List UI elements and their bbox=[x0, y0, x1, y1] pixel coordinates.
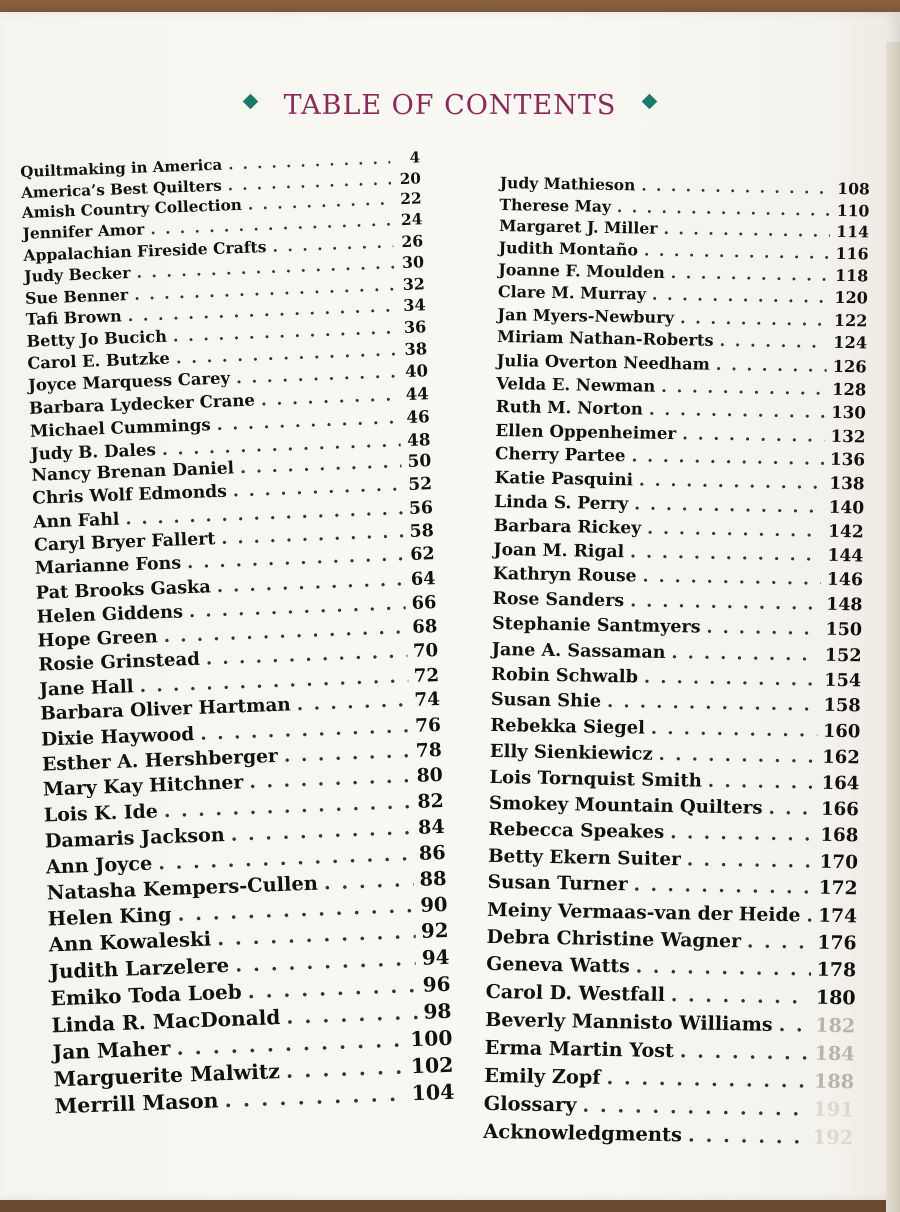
toc-entry-name: Ann Fahl bbox=[32, 509, 120, 533]
toc-entry-name: Velda E. Newman bbox=[496, 374, 656, 396]
leader-dots bbox=[644, 240, 830, 265]
toc-entry-page-number: 30 bbox=[401, 252, 425, 273]
toc-entry-name: Robin Schwalb bbox=[491, 663, 639, 688]
toc-entry-page-number: 191 bbox=[813, 1097, 854, 1122]
toc-entry-name: Ann Joyce bbox=[45, 851, 153, 879]
leader-dots bbox=[680, 307, 828, 332]
toc-entry-page-number: 124 bbox=[833, 333, 868, 353]
toc-entry-name: Natasha Kempers-Cullen bbox=[46, 871, 319, 905]
toc-entry-page-number: 80 bbox=[416, 764, 444, 788]
toc-entry-page-number: 182 bbox=[815, 1013, 856, 1038]
toc-entry-page-number: 32 bbox=[402, 273, 426, 294]
toc-entry-page-number: 118 bbox=[834, 266, 869, 286]
toc-entry-name: Pat Brooks Gaska bbox=[35, 576, 212, 604]
toc-entry-page-number: 148 bbox=[826, 594, 863, 616]
toc-entry-page-number: 84 bbox=[417, 815, 446, 840]
toc-entry-page-number: 160 bbox=[822, 720, 861, 743]
toc-entry-page-number: 180 bbox=[815, 986, 856, 1009]
leader-dots bbox=[323, 867, 414, 896]
toc-entry-page-number: 116 bbox=[835, 243, 869, 264]
leader-dots bbox=[631, 444, 824, 471]
leader-dots bbox=[630, 540, 822, 568]
leader-dots bbox=[647, 516, 822, 543]
toc-entry-page-number: 48 bbox=[406, 428, 431, 450]
toc-entry-name: Rose Sanders bbox=[492, 589, 625, 612]
toc-entry-name: Rebekka Siegel bbox=[490, 714, 646, 739]
toc-entry-name: Sue Benner bbox=[24, 284, 129, 308]
toc-entry-page-number: 34 bbox=[402, 295, 426, 316]
toc-entry-page-number: 166 bbox=[820, 798, 860, 821]
leader-dots bbox=[719, 330, 827, 355]
toc-entry-name: Marguerite Malwitz bbox=[53, 1059, 281, 1092]
contents-column-left bbox=[20, 147, 455, 1121]
toc-entry-page-number: 88 bbox=[419, 866, 447, 891]
toc-entry-name: Appalachian Fireside Crafts bbox=[23, 237, 267, 266]
toc-entry-name: Carol E. Butzke bbox=[27, 348, 171, 373]
toc-entry-page-number: 92 bbox=[420, 918, 449, 943]
toc-entry-page-number: 26 bbox=[401, 231, 424, 252]
contents-header bbox=[0, 90, 900, 121]
toc-entry-page-number: 70 bbox=[412, 640, 439, 663]
toc-entry-name: Barbara Oliver Hartman bbox=[39, 694, 292, 726]
leader-dots bbox=[687, 847, 814, 876]
toc-entry-page-number: 20 bbox=[399, 168, 422, 188]
toc-entry-page-number: 168 bbox=[820, 824, 859, 847]
leader-dots bbox=[630, 589, 820, 617]
toc-entry-name: Kathryn Rouse bbox=[492, 564, 637, 587]
leader-dots bbox=[633, 873, 813, 903]
toc-entry-name: Marianne Fons bbox=[34, 553, 182, 580]
toc-entry-name: Stephanie Santmyers bbox=[491, 613, 701, 638]
toc-entry-page-number: 136 bbox=[829, 448, 866, 470]
leader-dots bbox=[708, 768, 816, 796]
toc-entry-page-number: 50 bbox=[407, 451, 432, 473]
toc-entry-name: Beverly Mannisto Williams bbox=[485, 1008, 773, 1037]
toc-entry-page-number: 58 bbox=[409, 520, 435, 542]
leader-dots bbox=[651, 716, 818, 745]
toc-entry-page-number: 126 bbox=[832, 356, 867, 377]
toc-entry-name: Chris Wolf Edmonds bbox=[31, 481, 228, 510]
toc-entry-page-number: 130 bbox=[831, 402, 867, 423]
leader-dots bbox=[652, 284, 829, 309]
page-title: TABLE OF CONTENTS bbox=[283, 90, 617, 121]
toc-entry-name: Damaris Jackson bbox=[44, 823, 226, 853]
toc-entry-name: Clare M. Murray bbox=[497, 282, 647, 304]
leader-dots bbox=[778, 1011, 809, 1039]
toc-entry-page-number: 96 bbox=[422, 971, 451, 997]
toc-entry-page-number: 22 bbox=[399, 189, 422, 209]
toc-entry-page-number: 158 bbox=[823, 695, 861, 717]
toc-entry-page-number: 86 bbox=[418, 840, 447, 865]
toc-entry-page-number: 36 bbox=[403, 317, 427, 338]
toc-entry-name: Susan Shie bbox=[490, 689, 602, 713]
toc-entry-name: Judy B. Dales bbox=[30, 438, 157, 464]
toc-entry-page-number: 38 bbox=[404, 339, 428, 359]
toc-entry-name: Helen Giddens bbox=[36, 601, 184, 628]
toc-entry-name: Quiltmaking in America bbox=[20, 155, 223, 181]
toc-entry-name: Barbara Lydecker Crane bbox=[28, 389, 256, 419]
toc-entry-name: Ann Kowaleski bbox=[48, 927, 212, 957]
toc-entry-name: Barbara Rickey bbox=[493, 515, 642, 539]
toc-entry-page-number: 184 bbox=[814, 1041, 855, 1066]
leader-dots bbox=[768, 796, 815, 823]
toc-entry-name: Dixie Haywood bbox=[40, 724, 195, 751]
leader-dots bbox=[636, 954, 811, 984]
toc-entry-page-number: 164 bbox=[821, 772, 860, 794]
leader-dots bbox=[639, 468, 824, 495]
leader-dots bbox=[224, 1081, 406, 1115]
leader-dots bbox=[285, 1053, 405, 1085]
toc-entry-page-number: 128 bbox=[831, 379, 867, 400]
toc-entry-page-number: 46 bbox=[405, 405, 430, 427]
toc-entry-page-number: 178 bbox=[816, 958, 857, 982]
toc-entry-name: Helen King bbox=[47, 902, 172, 931]
toc-entry-name: Nancy Brenan Daniel bbox=[31, 458, 235, 487]
toc-entry-page-number: 98 bbox=[422, 998, 452, 1024]
toc-entry-name: Merrill Mason bbox=[54, 1088, 219, 1119]
toc-entry-page-number: 68 bbox=[411, 616, 438, 639]
toc-entry-name: America’s Best Quilters bbox=[20, 176, 222, 202]
toc-entry-page-number: 188 bbox=[813, 1069, 855, 1094]
toc-entry-page-number: 100 bbox=[409, 1025, 453, 1052]
toc-entry-name: Mary Kay Hitchner bbox=[42, 771, 244, 801]
leader-dots bbox=[607, 689, 818, 718]
toc-entry-page-number: 192 bbox=[812, 1125, 854, 1150]
toc-entry-name: Lois K. Ide bbox=[43, 800, 159, 827]
leader-dots bbox=[671, 982, 811, 1012]
toc-entry-page-number: 78 bbox=[415, 739, 443, 763]
toc-entry-name: Ellen Oppenheimer bbox=[495, 419, 677, 443]
toc-entry-name: Joanne F. Moulden bbox=[498, 260, 665, 283]
toc-entry-name: Jane Hall bbox=[38, 676, 134, 701]
diamond-ornament-left-icon bbox=[243, 94, 259, 110]
toc-entry-name: Elly Sienkiewicz bbox=[489, 740, 653, 765]
toc-entry-name: Jennifer Amor bbox=[22, 220, 145, 244]
toc-entry-page-number: 64 bbox=[410, 568, 436, 591]
toc-entry-page-number: 132 bbox=[830, 425, 866, 447]
toc-entry-name: Joan M. Rigal bbox=[493, 540, 625, 563]
leader-dots bbox=[716, 353, 827, 378]
toc-entry-page-number: 24 bbox=[400, 210, 423, 230]
toc-entry-name: Amish Country Collection bbox=[21, 196, 243, 223]
toc-entry bbox=[483, 1118, 853, 1153]
toc-entry-page-number: 102 bbox=[410, 1052, 454, 1079]
toc-entry-name: Hope Green bbox=[37, 626, 159, 652]
toc-entry-page-number: 76 bbox=[414, 715, 442, 738]
toc-entry-page-number: 176 bbox=[817, 931, 857, 955]
toc-entry-page-number: 140 bbox=[828, 497, 865, 519]
toc-entry-name: Jane A. Sassaman bbox=[491, 638, 666, 663]
toc-entry-page-number: 172 bbox=[818, 877, 858, 900]
toc-entry-page-number: 40 bbox=[404, 361, 429, 382]
toc-entry-name: Joyce Marquess Carey bbox=[27, 368, 231, 395]
toc-entry-name: Rosie Grinstead bbox=[38, 649, 201, 677]
toc-entry-name: Betty Jo Bucich bbox=[26, 326, 168, 351]
toc-entry-page-number: 162 bbox=[822, 746, 861, 769]
toc-entry-name: Debra Christine Wagner bbox=[486, 925, 742, 953]
toc-entry-page-number: 154 bbox=[824, 669, 862, 692]
leader-dots bbox=[682, 422, 825, 448]
toc-entry-name: Judy Mathieson bbox=[499, 172, 636, 195]
toc-entry-page-number: 114 bbox=[836, 222, 870, 242]
page-edge bbox=[886, 42, 900, 1212]
leader-dots bbox=[649, 398, 826, 424]
toc-entry-name: Betty Ekern Suiter bbox=[487, 845, 681, 870]
toc-entry-name: Erma Martin Yost bbox=[484, 1035, 675, 1063]
toc-entry-name: Acknowledgments bbox=[483, 1120, 683, 1147]
leader-dots bbox=[806, 902, 812, 929]
toc-entry-page-number: 170 bbox=[819, 851, 859, 873]
leader-dots bbox=[658, 742, 816, 771]
leader-dots bbox=[688, 1122, 807, 1153]
toc-entry-page-number: 82 bbox=[417, 789, 445, 813]
toc-entry-name: Michael Cummings bbox=[29, 414, 212, 441]
contents-column-right bbox=[483, 172, 870, 1153]
toc-entry-page-number: 62 bbox=[409, 544, 436, 566]
diamond-ornament-right-icon bbox=[641, 94, 657, 110]
toc-entry-name: Esther A. Hershberger bbox=[41, 745, 279, 776]
leader-dots bbox=[671, 262, 830, 287]
toc-entry-page-number: 122 bbox=[833, 310, 868, 331]
toc-entry-page-number: 104 bbox=[411, 1079, 455, 1106]
toc-entry-page-number: 146 bbox=[826, 570, 864, 591]
toc-entry-name: Margaret J. Miller bbox=[498, 216, 658, 238]
leader-dots bbox=[634, 492, 823, 519]
leader-dots bbox=[606, 1064, 808, 1096]
toc-entry-name: Judith Montaño bbox=[498, 238, 639, 260]
toc-entry-page-number: 120 bbox=[834, 288, 869, 308]
toc-entry-name: Glossary bbox=[483, 1091, 577, 1117]
leader-dots bbox=[582, 1092, 807, 1124]
toc-entry-name: Katie Pasquini bbox=[494, 466, 634, 490]
toc-entry-name: Linda R. MacDonald bbox=[51, 1004, 281, 1038]
toc-entry-page-number: 150 bbox=[825, 619, 863, 641]
toc-entry-name: Smokey Mountain Quilters bbox=[488, 792, 763, 819]
toc-entry-name: Lois Tornquist Smith bbox=[489, 766, 703, 792]
toc-entry-name: Susan Turner bbox=[487, 872, 628, 896]
toc-entry-page-number: 110 bbox=[836, 200, 870, 220]
toc-entry-name: Therese May bbox=[499, 194, 612, 216]
toc-entry-page-number: 66 bbox=[411, 592, 437, 614]
leader-dots bbox=[670, 820, 815, 849]
toc-entry-page-number: 90 bbox=[419, 892, 448, 917]
toc-entry-name: Rebecca Speakes bbox=[488, 818, 665, 843]
toc-entry-name: Geneva Watts bbox=[485, 953, 630, 978]
toc-entry-name: Carol D. Westfall bbox=[485, 980, 666, 1006]
toc-entry-page-number: 74 bbox=[414, 689, 441, 712]
toc-entry-page-number: 44 bbox=[405, 383, 430, 405]
leader-dots bbox=[661, 375, 826, 401]
toc-entry-name: Ruth M. Norton bbox=[495, 396, 644, 419]
toc-entry-page-number: 94 bbox=[421, 945, 450, 971]
toc-entry-name: Jan Maher bbox=[52, 1035, 171, 1065]
toc-entry-name: Julia Overton Needham bbox=[496, 351, 711, 374]
leader-dots bbox=[706, 616, 819, 643]
toc-entry-page-number: 72 bbox=[413, 664, 440, 687]
toc-entry-name: Linda S. Perry bbox=[494, 491, 629, 514]
toc-entry-page-number: 174 bbox=[817, 904, 858, 928]
toc-entry-page-number: 108 bbox=[837, 178, 870, 199]
toc-entry-page-number: 4 bbox=[409, 148, 421, 167]
toc-entry-name: Judith Larzelere bbox=[49, 953, 230, 984]
leader-dots bbox=[663, 218, 830, 243]
toc-entry-name: Emily Zopf bbox=[484, 1063, 601, 1089]
leader-dots bbox=[671, 640, 819, 668]
leader-dots bbox=[680, 1037, 809, 1067]
leader-dots bbox=[644, 665, 819, 693]
book-page bbox=[0, 12, 900, 1200]
toc-entry-name: Jan Myers-Newbury bbox=[497, 304, 675, 327]
toc-entry-name: Meiny Vermaas-van der Heide bbox=[486, 898, 801, 927]
toc-entry-name: Tafi Brown bbox=[25, 306, 123, 330]
toc-entry-page-number: 152 bbox=[824, 644, 862, 667]
toc-entry-name: Judy Becker bbox=[23, 263, 131, 287]
toc-entry-page-number: 138 bbox=[829, 472, 865, 494]
toc-entry-name: Miriam Nathan-Roberts bbox=[496, 327, 714, 351]
toc-entry-page-number: 144 bbox=[827, 545, 864, 567]
toc-entry-page-number: 142 bbox=[827, 521, 864, 543]
toc-entry-name: Caryl Bryer Fallert bbox=[33, 528, 216, 556]
leader-dots bbox=[747, 928, 812, 956]
toc-entry-page-number: 52 bbox=[407, 474, 433, 496]
leader-dots bbox=[642, 565, 821, 593]
toc-entry-name: Cherry Partee bbox=[494, 443, 626, 466]
toc-entry-page-number: 56 bbox=[408, 497, 434, 519]
toc-entry-name: Emiko Toda Loeb bbox=[50, 979, 243, 1011]
